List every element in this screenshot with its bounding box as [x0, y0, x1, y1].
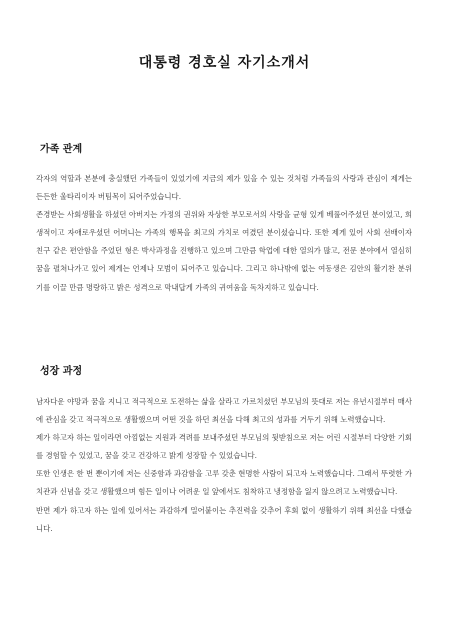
- paragraph: 제가 하고자 하는 일이라면 아낌없는 지원과 격려를 보내주셨던 부모님의 뒷받침으로 저는 어린 시절부터 다양한 기회를 경험할 수 있었고, 꿈을 갖고 건강하고 밝게 성장할 수 있었습니다.: [36, 433, 412, 461]
- paragraph: 반면 제가 하고자 하는 일에 있어서는 과감하게 밀어붙이는 추진력을 갖추어 후회 없이 생활하기 위해 최선을 다했습니다.: [36, 505, 412, 533]
- section-heading-growth: 성장 과정: [40, 366, 83, 377]
- section-heading-family: 가족 관계: [40, 144, 83, 155]
- paragraph: 각자의 역할과 본분에 충실했던 가족들이 있었기에 지금의 제가 있을 수 있는 것처럼 가족들의 사랑과 관심이 제게는 든든한 울타리이자 버팀목이 되어주었습니다.: [36, 174, 412, 202]
- section-body-family: [36, 170, 412, 297]
- page-title: 대통령 경호실 자기소개서: [138, 55, 311, 71]
- paragraph: 남자다운 야망과 꿈을 지니고 적극적으로 도전하는 삶을 살라고 가르치셨던 부모님의 뜻대로 저는 유년시절부터 매사에 관심을 갖고 적극적으로 생활했으며 어떤 것을 하던 최선을 다해 최고의 성과를 거두기 위해 노력했습니다.: [36, 397, 412, 425]
- paragraph: 존경받는 사회생활을 하셨던 아버지는 가정의 권위와 자상한 부모로서의 사랑을 균형 있게 베풀어주셨던 분이었고, 희생적이고 자애로우셨던 어머니는 가족의 행복을 최고의 가치로 여겼던 분이셨습니다. 또한 제게 있어 사회 선배이자 친구 같은 편안함을 주었던 형은 박사과정을 진행하고 있으며 그만큼 학업에 대한 열의가 많고, 전문 분야에서 열심히 꿈을 펼쳐나가고 있어 제게는 언제나 모범이 되어주고 있습니다. 그리고 하나밖에 없는 여동생은 김안의 활기찬 분위기를 이끌 만큼 명랑하고 밝은 성격으로 막내답게 가족의 귀여움을 독차지하고 있습니다.: [36, 210, 412, 292]
- paragraph: 또한 인생은 한 번 뿐이기에 저는 신중함과 과감함을 고루 갖춘 현명한 사람이 되고자 노력했습니다. 그래서 뚜렷한 가치관과 신념을 갖고 생활했으며 힘든 일이나 어려운 일 앞에서도 침착하고 냉정함을 잃지 않으려고 노력했습니다.: [36, 469, 412, 497]
- section-body-growth: [36, 393, 412, 538]
